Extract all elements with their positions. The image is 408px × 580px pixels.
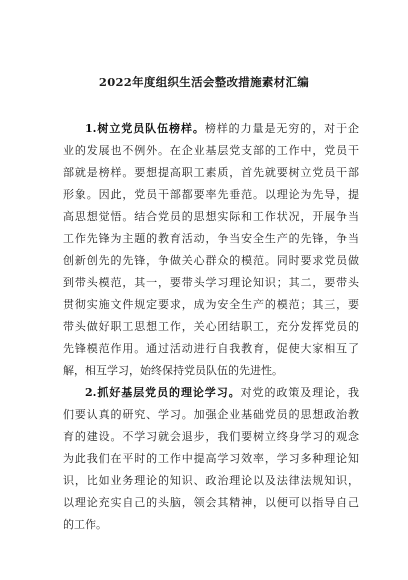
- paragraph-line: 解，相互学习，始终保持党员队伍的先进性。: [63, 364, 283, 377]
- section-2-first-line: [63, 382, 359, 404]
- paragraph-line: 业的发展也不例外。在企业基层党支部的工作中，党员干: [63, 144, 359, 157]
- paragraph-line: 形象。因此，党员干部都要率先垂范。以理论为先导，提: [63, 188, 359, 201]
- paragraph-line: 们要认真的研究、学习。加强企业基础党员的思想政治教: [63, 408, 359, 421]
- paragraph-line: 榜样的力量是无穷的，对于企: [204, 122, 359, 135]
- paragraph-line: 识，比如业务理论的知识、政治理论以及法律法规知识，: [63, 474, 359, 487]
- section-2-heading: 2.抓好基层党员的理论学习。: [85, 386, 241, 399]
- section-1-heading: 1.树立党员队伍榜样。: [85, 122, 205, 135]
- paragraph-line: 为此我们在平时的工作中提高学习效率，学习多种理论知: [63, 452, 359, 465]
- document-body: [63, 118, 359, 536]
- paragraph-line: 先锋模范作用。通过活动进行自我教育，促使大家相互了: [63, 342, 359, 355]
- document-title: 2022年度组织生活会整改措施素材汇编: [98, 75, 310, 89]
- paragraph-line: 的工作。: [63, 518, 107, 531]
- paragraph-line: 贯彻实施文件规定要求，成为安全生产的模范；其三，要: [63, 298, 359, 311]
- paragraph-line: 对党的政策及理论，我: [240, 386, 359, 399]
- paragraph-line: 育的建设。不学习就会退步，我们要树立终身学习的观念: [63, 430, 359, 443]
- paragraph-line: 工作先锋为主题的教育活动，争当安全生产的先锋，争当: [63, 232, 359, 245]
- paragraph-line: 带头做好职工思想工作，关心团结职工，充分发挥党员的: [63, 320, 359, 333]
- section-1-first-line: [63, 118, 359, 140]
- paragraph-line: 创新创先的先锋，争做关心群众的模范。同时要求党员做: [63, 254, 359, 267]
- paragraph-line: 到带头模范，其一，要带头学习理论知识；其二，要带头: [63, 276, 359, 289]
- paragraph-line: 部就是榜样。要想提高职工素质，首先就要树立党员干部: [63, 166, 359, 179]
- paragraph-line: 以理论充实自己的头脑，领会其精神，以便可以指导自己: [63, 496, 359, 509]
- paragraph-line: 高思想觉悟。结合党员的思想实际和工作状况，开展争当: [63, 210, 359, 223]
